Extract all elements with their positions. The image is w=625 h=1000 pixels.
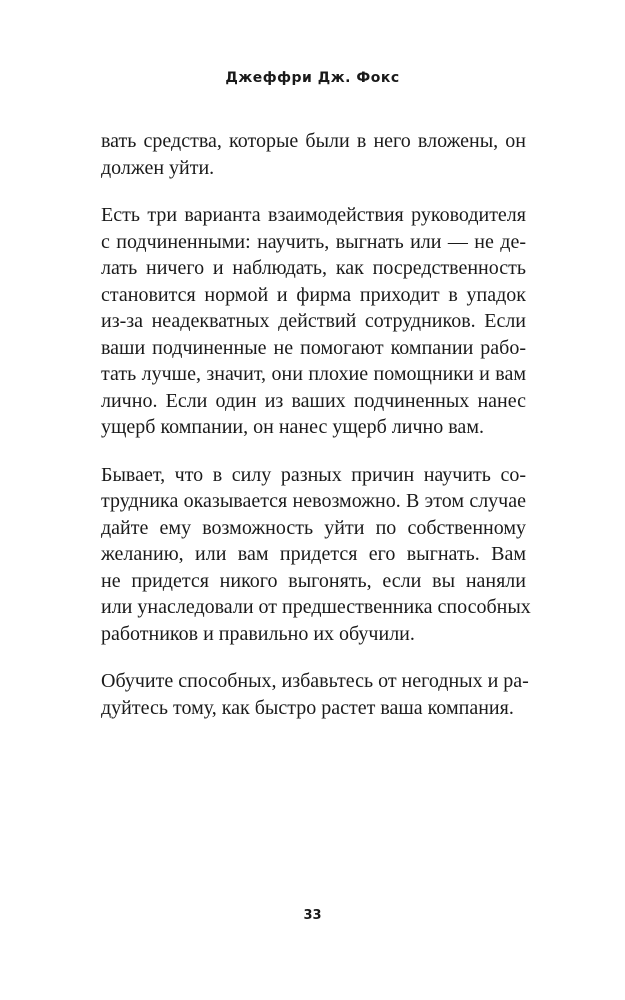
text-line: Бывает, что в силу разных причин научить со-: [101, 463, 526, 486]
paragraph: [101, 202, 526, 441]
text-line: лично. Если один из ваших подчиненных нанес: [101, 389, 526, 412]
text-line: Есть три варианта взаимодействия руководителя: [101, 204, 526, 226]
text-line: работников и правильно их обучили.: [101, 622, 415, 645]
body-text: [101, 128, 531, 742]
text-line: тать лучше, значит, они плохие помощники и вам: [101, 363, 526, 385]
paragraph: [101, 128, 526, 181]
text-line: Обучите способных, избавьтесь от негодных и ра-: [101, 670, 529, 692]
text-line: с подчиненными: научить, выгнать или — не де-: [101, 230, 526, 253]
text-line: дайте ему возможность уйти по собственному: [101, 516, 526, 539]
text-line: лать ничего и наблюдать, как посредственность: [101, 257, 526, 279]
paragraph: [101, 668, 529, 721]
paragraph: [101, 462, 531, 648]
text-line: ваши подчиненные не помогают компании рабо-: [101, 336, 526, 359]
text-line: должен уйти.: [101, 156, 215, 179]
text-line: или унаследовали от предшественника способных: [101, 596, 531, 618]
text-line: не придется никого выгонять, если вы наняли: [101, 569, 526, 592]
text-line: желанию, или вам придется его выгнать. Вам: [101, 543, 526, 565]
text-line: ущерб компании, он нанес ущерб лично вам.: [101, 416, 484, 438]
page-number: 33: [303, 908, 322, 923]
text-line: дуйтесь тому, как быстро растет ваша компания.: [101, 696, 514, 719]
text-line: становится нормой и фирма приходит в упадок: [101, 283, 526, 306]
text-line: трудника оказывается невозможно. В этом случае: [101, 490, 526, 512]
running-header: Джеффри Дж. Фокс: [225, 70, 400, 86]
text-line: вать средства, которые были в него вложены, он: [101, 130, 526, 152]
text-line: из-за неадекватных действий сотрудников. Если: [101, 310, 526, 332]
